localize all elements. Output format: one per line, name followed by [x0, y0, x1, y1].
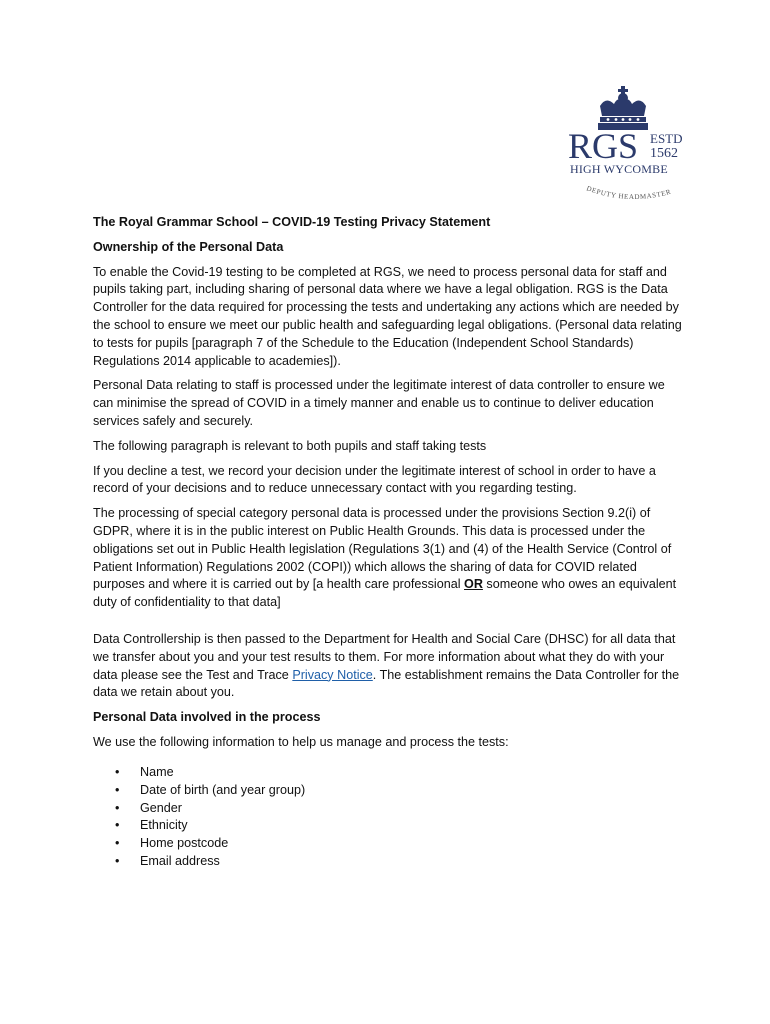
or-emphasis: OR	[464, 577, 483, 592]
logo-year: 1562	[650, 146, 678, 161]
paragraph-data-controller: To enable the Covid-19 testing to be completed at RGS, we need to process personal data for staff and pupils taking part, including sharing of personal data where we have a legal obligation. RGS is the Data Controller for the data required for processing the tests and undertaking any actions which are needed by the school to ensure we meet our public health and safeguarding legal obligations. (Personal data relating to tests for pupils [paragraph 7 of the Schedule to the Education (Independent School Standards) Regulations 2014 applicable to academies]).	[93, 264, 682, 368]
logo-estd: ESTD	[650, 131, 683, 146]
paragraph-decline-test: If you decline a test, we record your decision under the legitimate interest of school in order to have a record of your decisions and to reduce unnecessary contact with you regarding testing.	[93, 463, 656, 496]
deputy-headmaster-stamp	[584, 186, 684, 210]
list-item: • Date of birth (and year group)	[115, 782, 683, 800]
special-category-text: The processing of special category personal data is processed under the provisions Section 9.2(i) of GDPR, where it is in the public interest on Public Health Grounds. This data is processed under the obligations set out in Public Health legislation (Regulations 3(1) and (4) of the Health Service (Control of Patient Information) Regulations 2002 (COPI)) which allows the sharing of data for COVID related purposes and where it is carried out by [a health care professional	[93, 506, 672, 592]
controllership-text-end: . The establishment remains the Data Controller for the data we retain about you.	[93, 667, 680, 700]
bullet-icon: •	[115, 854, 120, 869]
logo-place: HIGH WYCOMBE	[570, 162, 668, 176]
list-item: • Name	[115, 764, 683, 782]
bullet-icon: •	[115, 764, 120, 779]
personal-data-list	[93, 764, 683, 871]
paragraph-special-category	[93, 505, 683, 612]
bullet-icon: •	[115, 800, 120, 815]
bullet-icon: •	[115, 818, 120, 833]
list-item: • Home postcode	[115, 835, 683, 853]
paragraph-relevance: The following paragraph is relevant to both pupils and staff taking tests	[93, 438, 487, 453]
list-item: • Email address	[115, 853, 683, 871]
rgs-logo	[566, 86, 683, 210]
section-heading-ownership: Ownership of the Personal Data	[93, 239, 284, 254]
svg-text:DEPUTY HEADMASTER: DEPUTY HEADMASTER	[585, 186, 673, 202]
paragraph-info-intro: We use the following information to help us manage and process the tests:	[93, 734, 509, 749]
paragraph-staff-data: Personal Data relating to staff is processed under the legitimate interest of data controller to ensure we can minimise the spread of COVID in a timely manner and enable us to continue to deliver education services safely and securely.	[93, 378, 665, 428]
list-item: • Ethnicity	[115, 817, 683, 835]
privacy-notice-link[interactable]: Privacy Notice	[292, 667, 373, 682]
bullet-icon: •	[115, 836, 120, 851]
list-item: • Gender	[115, 800, 683, 818]
special-category-text-end: someone who owes an equivalent duty of confidentiality to that data]	[93, 577, 677, 610]
bullet-icon: •	[115, 782, 120, 797]
document-title: The Royal Grammar School – COVID-19 Testing Privacy Statement	[93, 215, 491, 229]
controllership-text: Data Controllership is then passed to the Department for Health and Social Care (DHSC) for all data that we transfer about you and your test results to them. For more information about what they do with your data please see the Test and Trace	[93, 631, 676, 682]
section-heading-personal-data: Personal Data involved in the process	[93, 710, 321, 725]
paragraph-controllership	[93, 631, 683, 702]
privacy-statement-body	[93, 214, 683, 871]
logo-name: RGS	[568, 126, 639, 166]
